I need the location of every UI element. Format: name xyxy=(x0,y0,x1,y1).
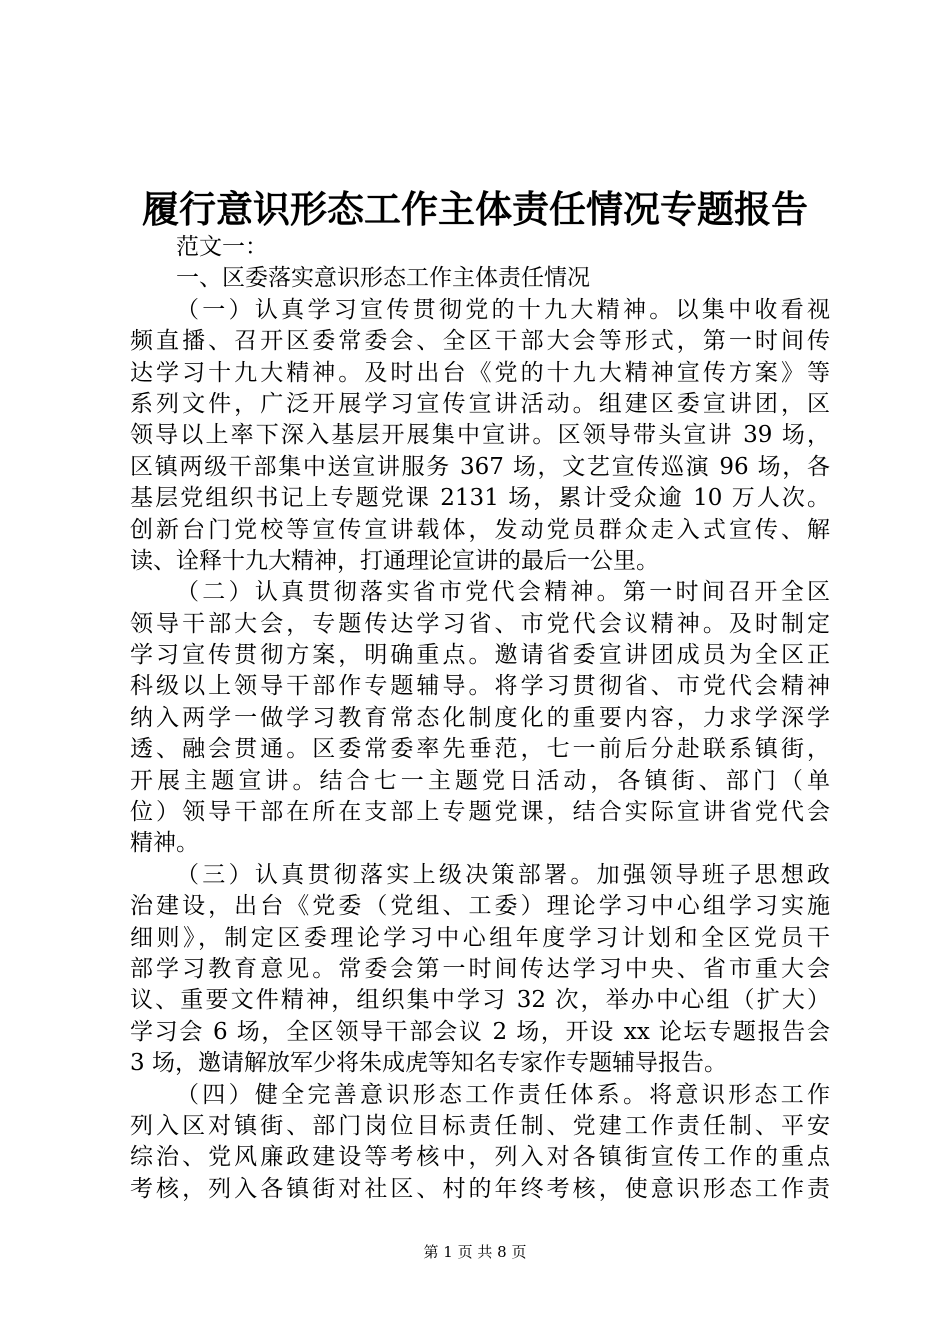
text-line: 读、诠释十九大精神，打通理论宣讲的最后一公里。 xyxy=(130,547,659,574)
text-line: 议、重要文件精神，组织集中学习 32 次，举办中心组（扩大） xyxy=(130,987,830,1014)
text-line: 透、融会贯通。区委常委率先垂范，七一前后分赴联系镇街， xyxy=(130,736,830,763)
text-line: 3 场，邀请解放军少将朱成虎等知名专家作专题辅导报告。 xyxy=(130,1050,727,1077)
text-line: 列入区对镇街、部门岗位目标责任制、党建工作责任制、平安 xyxy=(130,1112,830,1139)
text-line: 频直播、召开区委常委会、全区干部大会等形式，第一时间传 xyxy=(130,328,830,355)
text-line: 领导以上率下深入基层开展集中宣讲。区领导带头宣讲 39 场， xyxy=(130,422,830,449)
page-footer: 第 1 页 共 8 页 xyxy=(423,1243,527,1261)
text-line: 综治、党风廉政建设等考核中，列入对各镇街宣传工作的重点 xyxy=(130,1144,830,1171)
text-line: 位）领导干部在所在支部上专题党课，结合实际宣讲省党代会 xyxy=(130,799,830,826)
text-line: 科级以上领导干部作专题辅导。将学习贯彻省、市党代会精神 xyxy=(130,673,830,700)
text-line: （一）认真学习宣传贯彻党的十九大精神。以集中收看视 xyxy=(176,296,830,323)
text-line: 领导干部大会，专题传达学习省、市党代会议精神。及时制定 xyxy=(130,610,830,637)
text-line: 范文一： xyxy=(176,234,268,260)
document-body xyxy=(130,232,830,1205)
document-title: 履行意识形态工作主体责任情况专题报告 xyxy=(142,187,808,231)
text-line: 创新台门党校等宣传宣讲载体，发动党员群众走入式宣传、解 xyxy=(130,516,830,543)
text-line: （二）认真贯彻落实省市党代会精神。第一时间召开全区 xyxy=(176,579,830,606)
text-line: 达学习十九大精神。及时出台《党的十九大精神宣传方案》等 xyxy=(130,359,830,386)
text-line: 一、区委落实意识形态工作主体责任情况 xyxy=(176,265,590,292)
text-line: 学习宣传贯彻方案，明确重点。邀请省委宣讲团成员为全区正 xyxy=(130,642,830,669)
text-line: 纳入两学一做学习教育常态化制度化的重要内容，力求学深学 xyxy=(130,704,830,731)
text-line: 区镇两级干部集中送宣讲服务 367 场，文艺宣传巡演 96 场，各 xyxy=(130,453,830,480)
text-line: （四）健全完善意识形态工作责任体系。将意识形态工作 xyxy=(176,1081,830,1108)
text-line: 精神。 xyxy=(130,830,199,857)
text-line: 系列文件，广泛开展学习宣传宣讲活动。组建区委宣讲团，区 xyxy=(130,390,830,417)
text-line: 基层党组织书记上专题党课 2131 场，累计受众逾 10 万人次。 xyxy=(130,485,830,512)
text-line: 细则》，制定区委理论学习中心组年度学习计划和全区党员干 xyxy=(130,924,830,951)
text-line: 考核，列入各镇街对社区、村的年终考核，使意识形态工作责 xyxy=(130,1175,830,1202)
text-line: 治建设，出台《党委（党组、工委）理论学习中心组学习实施 xyxy=(130,893,830,920)
text-line: 学习会 6 场，全区领导干部会议 2 场，开设 xx 论坛专题报告会 xyxy=(130,1018,830,1045)
text-line: （三）认真贯彻落实上级决策部署。加强领导班子思想政 xyxy=(176,861,830,888)
text-line: 开展主题宣讲。结合七一主题党日活动，各镇街、部门（单 xyxy=(130,767,830,794)
text-line: 部学习教育意见。常委会第一时间传达学习中央、省市重大会 xyxy=(130,955,830,982)
